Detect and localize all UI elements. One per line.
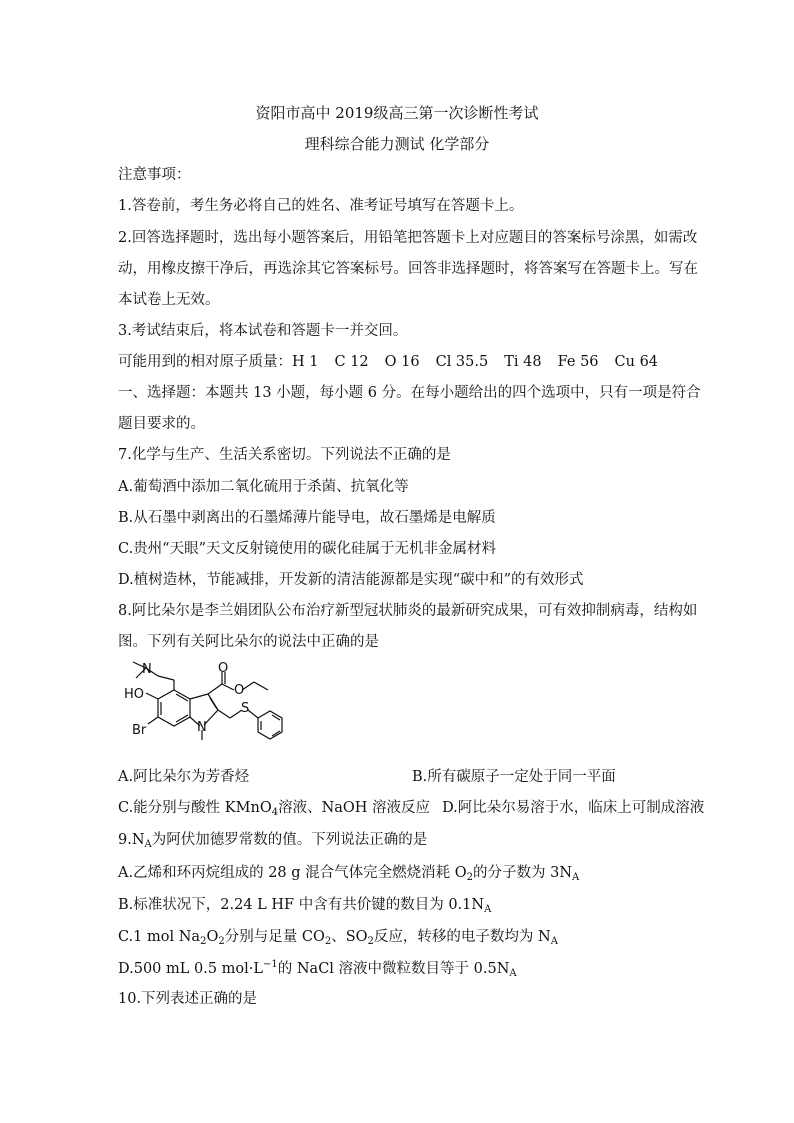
q8-options-c-d [118, 798, 704, 818]
mass-ti: Ti 48 [504, 354, 542, 370]
exam-subtitle: 理科综合能力测试 化学部分 [304, 135, 490, 153]
q9-option-a: A.乙烯和环丙烷组成的 28 g 混合气体完全燃烧消耗 $O_2$的分子数为 $3N_A$ [118, 865, 580, 883]
atomic-masses [118, 352, 658, 372]
q8-option-a: A.阿比朵尔为芳香烃 [118, 769, 250, 785]
note-3: 3.考试结束后，将本试卷和答题卡一并交回。 [118, 323, 408, 339]
mass-fe: Fe 56 [557, 354, 599, 370]
q10-stem: 10.下列表述正确的是 [118, 991, 258, 1007]
label-ho: HO [124, 687, 145, 702]
label-n-dimethyl: N [142, 662, 152, 677]
q9-option-d: D.500 mL 0.5 $mol\cdot L^{-1}$的 NaCl 溶液中微粒数目等于 $0.5N_A$ [118, 959, 517, 979]
mass-o: O 16 [384, 354, 420, 370]
label-carbonyl-o: O [218, 661, 229, 676]
notes-heading: 注意事项： [118, 167, 191, 183]
q7-option-d: D.植树造林，节能减排，开发新的清洁能源都是实现“碳中和”的有效形式 [118, 572, 584, 588]
note-2-line-2: 动，用橡皮擦干净后，再选涂其它答案标号。回答非选择题时，将答案写在答题卡上。写在 [118, 261, 698, 277]
mass-h: H 1 [292, 354, 319, 370]
arbidol-structure-diagram [118, 660, 308, 760]
mass-c: C 12 [334, 354, 369, 370]
section-1-line-2: 题目要求的。 [118, 416, 205, 432]
label-ring-n: N [197, 720, 207, 735]
q8-stem-line-1: 8.阿比朵尔是李兰娟团队公布治疗新型冠状肺炎的最新研究成果，可有效抑制病毒，结构如 [118, 603, 698, 619]
mass-cu: Cu 64 [614, 354, 659, 370]
label-ester-o: O [234, 683, 245, 698]
q8-stem-line-2: 图。下列有关阿比朵尔的说法中正确的是 [118, 634, 379, 650]
label-s: S [241, 701, 250, 716]
note-1: 1.答卷前，考生务必将自己的姓名、准考证号填写在答题卡上。 [118, 198, 524, 214]
q7-option-c: C.贵州“天眼”天文反射镜使用的碳化硅属于无机非金属材料 [118, 541, 497, 557]
q7-option-b: B.从石墨中剥离出的石墨烯薄片能导电，故石墨烯是电解质 [118, 510, 496, 526]
q7-stem: 7.化学与生产、生活关系密切。下列说法不正确的是 [118, 447, 451, 463]
q8-option-c: C.能分别与酸性 KMnO$_4$溶液、NaOH 溶液反应 [118, 800, 431, 818]
q9-option-c: C.1 mol $Na_2O_2$分别与足量 $CO_2$、$SO_2$反应，转移的电子数均为 $N_A$ [118, 929, 558, 947]
q9-option-b: B.标准状况下，2.24 L HF 中含有共价键的数目为 $0.1N_A$ [118, 897, 492, 915]
section-1-line-1: 一、选择题：本题共 13 小题，每小题 6 分。在每小题给出的四个选项中，只有一项是符合 [118, 385, 701, 401]
q9-stem: $9.N_A$为阿伏加德罗常数的值。下列说法正确的是 [118, 832, 428, 850]
q8-option-d: D.阿比朵尔易溶于水，临床上可制成溶液 [442, 800, 705, 816]
note-2-line-1: 2.回答选择题时，选出每小题答案后，用铅笔把答题卡上对应题目的答案标号涂黑，如需改 [118, 230, 698, 246]
exam-title: 资阳市高中 2019级高三第一次诊断性考试 [255, 104, 539, 122]
note-2-line-3: 本试卷上无效。 [118, 292, 220, 308]
label-br: Br [132, 723, 147, 738]
masses-label: 可能用到的相对原子质量： [118, 354, 292, 370]
mass-cl: Cl 35.5 [435, 354, 489, 370]
q8-option-b: B.所有碳原子一定处于同一平面 [412, 769, 616, 785]
q7-option-a: A.葡萄酒中添加二氧化硫用于杀菌、抗氧化等 [118, 479, 409, 495]
